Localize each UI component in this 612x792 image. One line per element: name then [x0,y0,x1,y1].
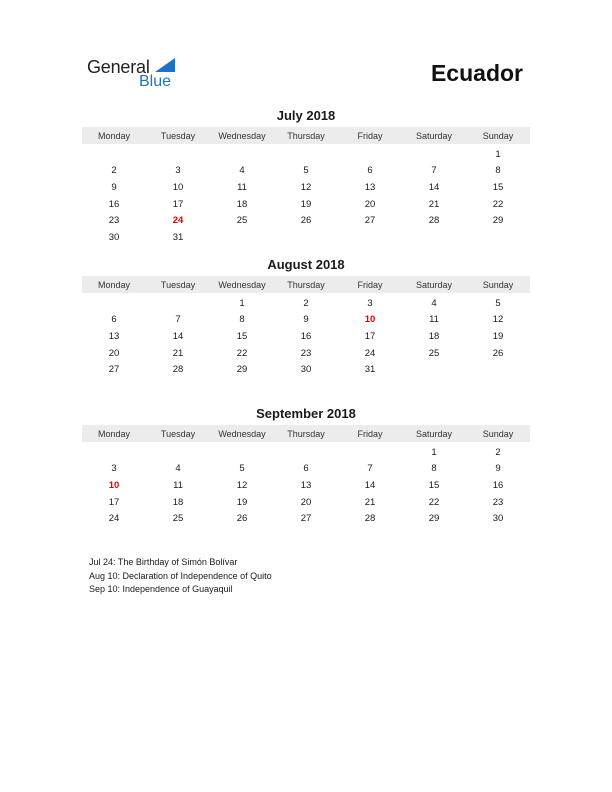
week-row [82,461,530,478]
day-cell: 20 [300,496,312,508]
day-cell: 3 [111,463,117,475]
weekday-label: Tuesday [160,279,196,290]
day-cell: 11 [237,181,247,193]
week-row [82,229,530,246]
day-cell: 15 [236,330,248,342]
day-cell: 9 [303,314,309,326]
day-cell: 6 [367,165,373,177]
day-cell: 23 [108,215,120,227]
day-cell: 6 [303,463,309,475]
weekday-label: Monday [97,279,131,290]
day-cell: 14 [428,181,440,193]
day-cell: 23 [492,496,504,508]
month-title: July 2018 [276,108,336,123]
day-cell: 23 [300,347,312,359]
week-row [82,312,530,329]
day-cell: 15 [492,181,504,193]
day-cell: 26 [236,513,248,525]
weekday-label: Saturday [415,130,453,141]
day-cell: 27 [300,513,312,525]
day-cell: 24 [172,215,184,227]
day-cell: 21 [428,198,440,210]
month-title: September 2018 [256,406,356,421]
day-cell: 10 [172,181,184,193]
day-cell: 22 [492,198,504,210]
day-cell: 19 [492,330,504,342]
day-cell: 8 [495,165,501,177]
day-cell: 14 [172,330,184,342]
country-title: Ecuador [430,60,523,86]
day-cell: 12 [236,479,248,491]
day-cell: 18 [172,496,184,508]
day-cell: 19 [236,496,248,508]
day-cell: 3 [367,297,373,309]
day-cell: 7 [367,463,373,475]
day-cell: 10 [364,314,376,326]
day-cell: 20 [364,198,376,210]
day-cell: 18 [428,330,440,342]
month-calendar [82,108,530,246]
day-cell: 4 [175,463,181,475]
day-cell: 21 [172,347,184,359]
day-cell: 28 [364,513,376,525]
weekday-label: Monday [97,428,131,439]
week-row [82,477,530,494]
week-row [82,212,530,229]
day-cell: 17 [108,496,120,508]
day-cell: 2 [303,297,309,309]
day-cell: 7 [175,314,181,326]
day-cell: 5 [239,463,245,475]
day-cell: 10 [108,479,120,491]
week-row [82,146,530,163]
month-calendar [82,406,530,527]
weekday-label: Thursday [287,428,325,439]
day-cell: 13 [364,181,376,193]
day-cell: 21 [364,496,376,508]
day-cell: 2 [495,446,501,458]
logo-general-text: General [87,57,150,77]
day-cell: 24 [108,513,120,525]
week-row [82,179,530,196]
day-cell: 7 [431,165,437,177]
day-cell: 15 [428,479,440,491]
day-cell: 28 [428,215,440,227]
day-cell: 31 [172,231,184,243]
weekday-label: Friday [357,428,383,439]
day-cell: 12 [300,181,312,193]
day-cell: 29 [492,215,504,227]
day-cell: 28 [172,364,184,376]
day-cell: 27 [108,364,120,376]
weekday-label: Sunday [482,130,514,141]
weekday-label: Saturday [415,279,453,290]
weekday-label: Saturday [415,428,453,439]
day-cell: 14 [364,479,376,491]
week-row [82,510,530,527]
week-row [82,196,530,213]
day-cell: 29 [236,364,248,376]
day-cell: 25 [428,347,440,359]
day-cell: 8 [431,463,437,475]
day-cell: 8 [239,314,245,326]
week-row [82,494,530,511]
holiday-note: Sep 10: Independence of Guayaquil [89,584,233,594]
day-cell: 2 [111,165,117,177]
day-cell: 17 [364,330,376,342]
month-title: August 2018 [267,257,345,272]
day-cell: 16 [492,479,504,491]
day-cell: 4 [239,165,245,177]
weekday-label: Tuesday [160,130,196,141]
day-cell: 18 [236,198,248,210]
day-cell: 22 [428,496,440,508]
day-cell: 30 [108,231,120,243]
day-cell: 16 [108,198,120,210]
day-cell: 5 [495,297,501,309]
day-cell: 9 [495,463,501,475]
day-cell: 6 [111,314,117,326]
day-cell: 30 [300,364,312,376]
week-row [82,328,530,345]
generalblue-logo [87,56,197,92]
week-row [82,345,530,362]
weekday-label: Thursday [287,130,325,141]
day-cell: 24 [364,347,376,359]
day-cell: 12 [492,314,504,326]
day-cell: 4 [431,297,437,309]
weekday-header-row [82,127,530,144]
day-cell: 1 [495,148,501,160]
holiday-note: Jul 24: The Birthday of Simón Bolívar [89,557,238,567]
weekday-label: Sunday [482,428,514,439]
day-cell: 11 [429,314,439,326]
weekday-label: Monday [97,130,131,141]
month-calendar [82,257,530,378]
week-row [82,163,530,180]
day-cell: 30 [492,513,504,525]
weekday-label: Wednesday [218,279,266,290]
logo-triangle-icon [155,58,175,72]
day-cell: 1 [239,297,245,309]
day-cell: 13 [108,330,120,342]
week-row [82,295,530,312]
day-cell: 19 [300,198,312,210]
weekday-label: Thursday [287,279,325,290]
day-cell: 31 [364,364,376,376]
weekday-label: Wednesday [218,428,266,439]
weekday-label: Sunday [482,279,514,290]
day-cell: 5 [303,165,309,177]
day-cell: 13 [300,479,312,491]
day-cell: 26 [300,215,312,227]
weekday-header-row [82,276,530,293]
weekday-label: Tuesday [160,428,196,439]
holiday-notes [89,556,272,597]
week-row [82,444,530,461]
day-cell: 3 [175,165,181,177]
day-cell: 9 [111,181,117,193]
day-cell: 17 [172,198,184,210]
day-cell: 16 [300,330,312,342]
day-cell: 1 [431,446,437,458]
holiday-note: Aug 10: Declaration of Independence of Quito [89,570,272,581]
day-cell: 22 [236,347,248,359]
weekday-label: Friday [357,130,383,141]
day-cell: 25 [236,215,248,227]
day-cell: 11 [173,479,183,491]
week-row [82,361,530,378]
day-cell: 25 [172,513,184,525]
weekday-label: Friday [357,279,383,290]
weekday-header-row [82,425,530,442]
day-cell: 29 [428,513,440,525]
day-cell: 20 [108,347,120,359]
day-cell: 26 [492,347,504,359]
day-cell: 27 [364,215,376,227]
logo-blue-text: Blue [139,73,172,90]
weekday-label: Wednesday [218,130,266,141]
